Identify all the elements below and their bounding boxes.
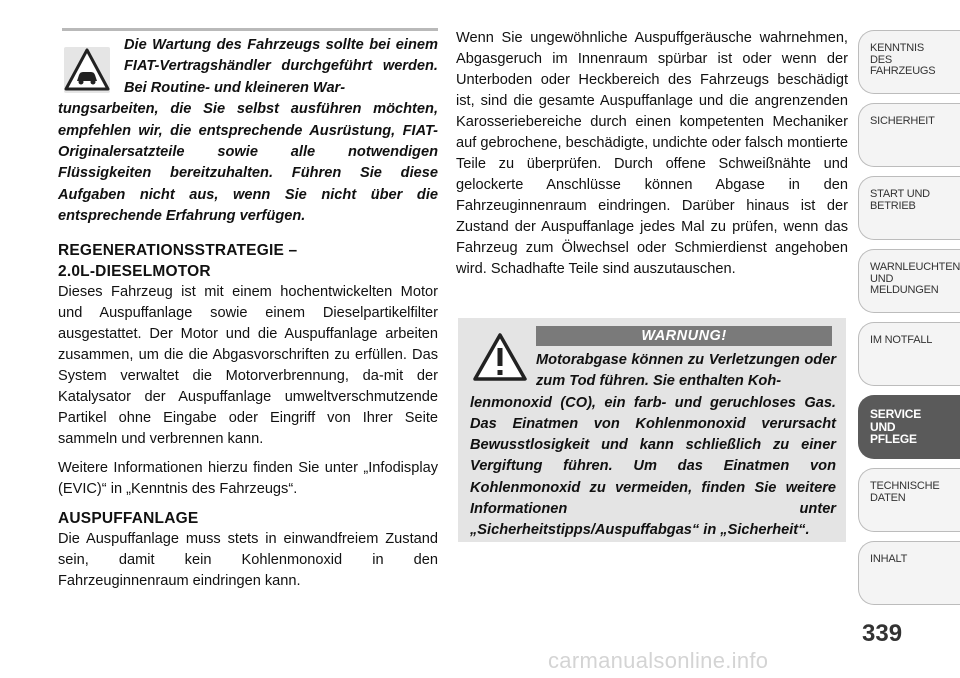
note-rest: tungsarbeiten, die Sie selbst ausführen möchten, empfehlen wir, die entsprechende Ausrüstung, FIAT-Originalersatzteile sowie alle notwendigen Flüssigkeiten bereitzuhalten. Führen Sie diese Aufgaben nicht aus, wenn Sie nicht über die entsprechende Erfahrung verfügen. xyxy=(58,101,438,225)
tab-label: INHALT xyxy=(870,553,908,565)
tab-inhalt[interactable] xyxy=(858,541,960,605)
right-column xyxy=(456,28,848,280)
tab-technische-daten[interactable] xyxy=(858,468,960,532)
heading-exhaust: AUSPUFFANLAGE xyxy=(58,509,199,527)
heading-regeneration-line2: 2.0L-DIESELMOTOR xyxy=(58,262,211,280)
page-number: 339 xyxy=(862,620,903,647)
warning-first-lines: Motorabgase können zu Verletzungen oder zum Tod führen. Sie enthalten Koh- xyxy=(536,352,836,390)
tab-sicherheit[interactable] xyxy=(858,103,960,167)
evic-reference-paragraph: Weitere Informationen hierzu finden Sie unter „Infodisplay (EVIC)“ in „Kenntnis des Fahrzeugs“. xyxy=(58,459,438,497)
tab-warnleuchten[interactable] xyxy=(858,249,960,313)
tab-label: SERVICE UND PFLEGE xyxy=(870,407,922,446)
exhaust-inspection-paragraph: Wenn Sie ungewöhnliche Auspuffgeräusche wahrnehmen, Abgasgeruch im Innenraum spürbar ist oder wenn der Unterboden oder Heckbereich des Fahrzeugs beschädigt ist, sind die gesamte Auspuffanlage und die angrenzenden Karosseriebereiche durch einen kompetenten Mechaniker auf gebrochene, beschädigte, undichte oder falsch montierte Teile zu überprüfen. Durch offene Schweißnähte und gelockerte Anschlüsse können Abgase in den Fahrzeuginnenraum eindringen. Darüber hinaus ist der Zustand der Auspuffanlage jedes Mal zu prüfen, wenn das Fahrzeug zum Ölwechsel oder Schmierdienst angehoben wird. Schadhafte Teile sind auszutauschen. xyxy=(456,30,848,277)
warning-title: WARNUNG! xyxy=(536,326,832,346)
tab-im-notfall[interactable] xyxy=(858,322,960,386)
exhaust-paragraph: Die Auspuffanlage muss stets in einwandfreiem Zustand sein, damit kein Kohlenmonoxid in den Fahrzeuginnenraum eindringen kann. xyxy=(58,530,438,589)
tab-label: SICHERHEIT xyxy=(870,115,935,127)
tab-label: IM NOTFALL xyxy=(870,334,933,346)
tab-label: START UND BETRIEB xyxy=(870,188,930,212)
warning-text xyxy=(470,350,836,542)
tab-service-und-pflege[interactable] xyxy=(858,395,960,459)
heading-regeneration xyxy=(58,240,438,282)
heading-regeneration-line1: REGENERATIONSSTRATEGIE – xyxy=(58,241,298,259)
maintenance-note xyxy=(58,35,438,228)
note-top-rule xyxy=(62,28,438,31)
regeneration-paragraph: Dieses Fahrzeug ist mit einem hochentwickelten Motor und Auspuffanlage sowie einem Dieselpartikelfilter ausgestattet. Der Motor und die Auspuffanlage arbeiten zusammen, um die die Abgasvorschriften zu erfüllen. Das System verwaltet die Motorverbrennung, da-mit der Katalysator der Auspuffanlage umweltverschmutzende Partikel ohne Eingabe oder Eingriff von Ihrer Seite sammeln und verbrennen kann. xyxy=(58,283,438,447)
note-box xyxy=(58,35,438,228)
tab-label: KENNTNIS DES FAHRZEUGS xyxy=(870,42,936,77)
chapter-tabs xyxy=(858,30,960,614)
left-column xyxy=(58,28,438,592)
car-caution-icon xyxy=(64,47,110,93)
warning-box xyxy=(458,318,846,542)
tab-label: TECHNISCHE DATEN xyxy=(870,480,940,504)
tab-start-und-betrieb[interactable] xyxy=(858,176,960,240)
tab-label: WARNLEUCHTEN UND MELDUNGEN xyxy=(870,261,960,296)
note-first-lines: Die Wartung des Fahrzeugs sollte bei einem FIAT-Vertragshändler durchgeführt werden. Bei Routine- und kleineren War- xyxy=(124,37,438,96)
watermark: carmanualsonline.info xyxy=(548,648,769,673)
tab-kenntnis[interactable] xyxy=(858,30,960,94)
warning-rest: lenmonoxid (CO), ein farb- und geruchloses Gas. Das Einatmen von Kohlenmonoxid verursacht Bewusstlosigkeit und kann schließlich zu einer Vergiftung führen. Um das Einatmen von Kohlenmonoxid zu vermeiden, finden Sie weitere Informationen unter „Sicherheitstipps/Auspuffabgas“ in „Sicherheit“. xyxy=(470,394,836,539)
